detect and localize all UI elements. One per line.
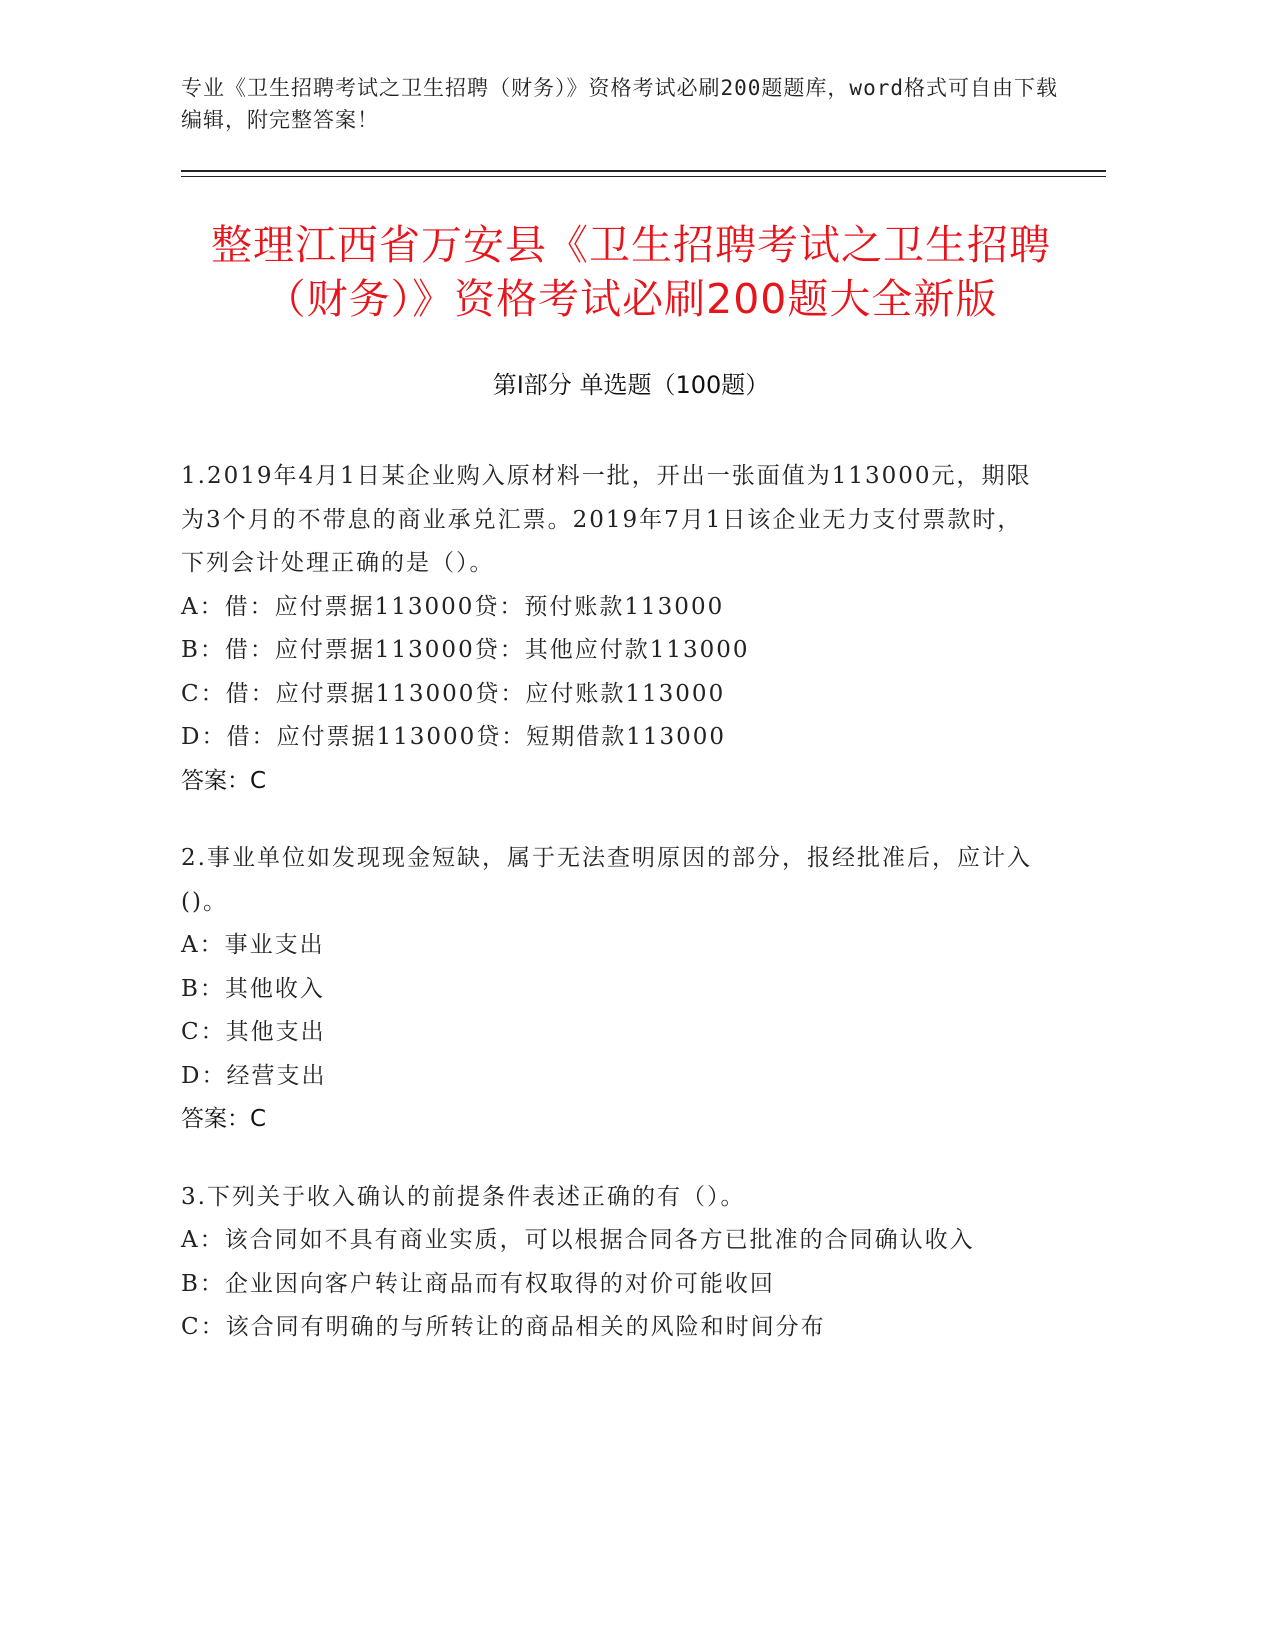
option-a: A：该合同如不具有商业实质，可以根据合同各方已批准的合同确认收入	[181, 1227, 975, 1253]
document-title: 整理江西省万安县《卫生招聘考试之卫生招聘（财务）》资格考试必刷200题大全新版	[211, 221, 1051, 323]
question-list	[181, 455, 1041, 1384]
question-3	[181, 1176, 1041, 1350]
option-b: B：借：应付票据113000贷：其他应付款113000	[181, 637, 750, 663]
option-a: A：事业支出	[181, 932, 325, 958]
option-b: B：企业因向客户转让商品而有权取得的对价可能收回	[181, 1270, 775, 1297]
question-stem: 2.事业单位如发现现金短缺，属于无法查明原因的部分，报经批准后，应计入()。	[181, 845, 1032, 915]
answer: 答案：C	[181, 1106, 267, 1132]
header-rule-thin	[181, 176, 1106, 177]
header-note: 专业《卫生招聘考试之卫生招聘（财务）》资格考试必刷200题题库，word格式可自由下载编辑，附完整答案！	[181, 76, 1058, 132]
answer: 答案：C	[181, 767, 267, 794]
section-title: 第Ⅰ部分 单选题（100题）	[492, 371, 770, 399]
option-d: D：借：应付票据113000贷：短期借款113000	[181, 724, 727, 750]
question-2	[181, 837, 1041, 1142]
option-c: C：其他支出	[181, 1019, 326, 1045]
option-b: B：其他收入	[181, 975, 325, 1002]
option-d: D：经营支出	[181, 1062, 327, 1089]
option-c: C：借：应付票据113000贷：应付账款113000	[181, 680, 726, 707]
question-stem: 1.2019年4月1日某企业购入原材料一批，开出一张面值为113000元，期限为3个月的不带息的商业承兑汇票。2019年7月1日该企业无力支付票款时，下列会计处理正确的是（）。	[181, 463, 1032, 576]
header-rule-thick	[181, 170, 1106, 172]
option-a: A：借：应付票据113000贷：预付账款113000	[181, 593, 725, 620]
option-c: C：该合同有明确的与所转让的商品相关的风险和时间分布	[181, 1314, 826, 1340]
question-stem: 3.下列关于收入确认的前提条件表述正确的有（）。	[181, 1183, 746, 1210]
question-1	[181, 455, 1041, 803]
